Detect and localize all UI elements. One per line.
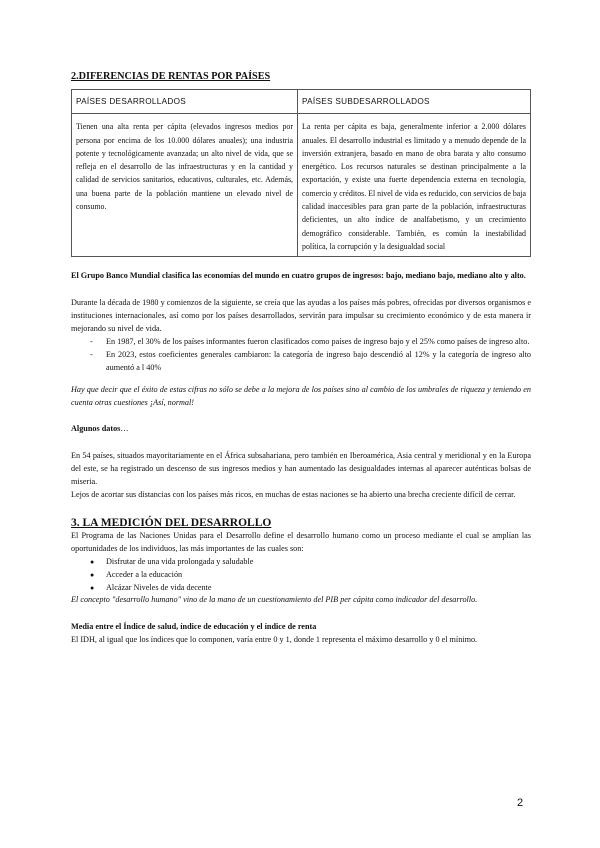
italic-note-desarrollo: El concepto "desarrollo humano" vino de la mano de un cuestionamiento del PIB per cápita como indicador del desarrollo. [71,595,478,605]
list-item-text: En 1987, el 30% de los países informantes fueron clasificados como países de ingreso bajo y el 25% como países de ingreso alto. [106,336,530,346]
bullet-marker: ● [90,557,95,566]
bullet-marker: ● [90,583,95,592]
dash-marker: - [90,349,93,359]
page-number: 2 [517,797,524,809]
table-cell-underdeveloped: La renta per cápita es baja, generalmente inferior a 2.000 dólares anuales. El desarrollo industrial es limitado y a menudo depende de la inversión extranjera, basado en mano de obra barata y alto consumo energético. Los recursos naturales se destinan principalmente a la exportación, y existe una fuerte dependencia externa en tecnología, comercio y créditos. El nivel de vida es reducido, con servicios de baja calidad inaccesibles para gran parte de la población, infraestructuras deficientes, un alto índice de analfabetismo, y un crecimiento demográfico considerable. También, es común la inestabilidad política, la corrupción y la desigualdad social [298,114,531,257]
list-item [71,556,531,569]
dash-list [71,336,531,375]
paragraph-brecha: Lejos de acortar sus distancias con los países más ricos, en muchas de estas naciones se ha abierto una brecha creciente difícil de cerrar. [71,490,516,500]
list-item [71,569,531,582]
list-item [71,336,531,349]
section-heading-rentas: 2.DIFERENCIAS DE RENTAS POR PAÍSES [71,71,271,82]
list-item [71,349,531,375]
section-heading-medicion: 3. LA MEDICIÓN DEL DESARROLLO [71,516,272,529]
some-data-label: Algunos datos [71,424,121,434]
some-data-line [71,423,531,436]
table-cell-developed: Tienen una alta renta per cápita (elevados ingresos medios por persona por encima de los 10.000 dólares anuales); una industria potente y tecnológicamente avanzada; un alto nivel de vida, que se refleja en el desarrollo de las infraestructuras y en la cantidad y calidad de servicios sanitarios, educativos, culturales, etc. Además, una buena parte de la población mantiene un elevado nivel de consumo. [72,114,298,257]
idh-heading: Media entre el Índice de salud, índice de educación y el índice de renta [71,622,317,632]
bullet-list [71,556,531,595]
paragraph-ayudas: Durante la década de 1980 y comienzos de la siguiente, se creía que las ayudas a los países más pobres, ofrecidas por diversos organismos e instituciones internacionales, así como por los países desarrollados, servirán para impulsar su crecimiento económico y de esta manera ir mejorando su nivel de vida. [71,298,531,333]
list-item [71,582,531,595]
table-header-underdeveloped: PAÍSES SUBDESARROLLADOS [298,90,531,114]
list-item-text: Acceder a la educación [106,569,183,579]
italic-note-cifras: Hay que decir que el éxito de estas cifras no sólo se debe a la mejora de los países sino al cambio de los umbrales de riqueza y teniendo en cuenta otras cuestiones ¡Así, normal! [71,384,531,407]
list-item-text: Alcázar Niveles de vida decente [106,582,212,592]
page-content [71,70,531,647]
paragraph-paises: En 54 países, situados mayoritariamente en el África subsahariana, pero también en Iberoamérica, Asia central y meridional y en la Europa del este, se ha registrado un descenso de sus ingresos medios y han aumentado las desigualdades internas al aparecer auténticas bolsas de miseria. [71,451,531,487]
list-item-text: En 2023, estos coeficientes generales cambiaron: la categoría de ingreso bajo descendió al 12% y la categoría de ingreso alto aumentó a l 40% [106,349,531,372]
world-bank-statement: El Grupo Banco Mundial clasifica las economías del mundo en cuatro grupos de ingresos: bajo, mediano bajo, mediano alto y alto. [71,271,526,281]
dash-marker: - [90,336,93,346]
bullet-marker: ● [90,570,95,579]
comparison-table [71,89,531,257]
some-data-ellipsis: … [120,424,129,434]
list-item-text: Disfrutar de una vida prolongada y saludable [106,556,254,566]
table-header-developed: PAÍSES DESARROLLADOS [72,90,298,114]
idh-paragraph: El IDH, al igual que los índices que lo componen, varía entre 0 y 1, donde 1 representa el máximo desarrollo y 0 el mínimo. [71,635,478,645]
paragraph-pnud: El Programa de las Naciones Unidas para el Desarrollo define el desarrollo humano como un proceso mediante el cual se amplían las oportunidades de los individuos, las más importantes de las cuales son: [71,530,531,553]
